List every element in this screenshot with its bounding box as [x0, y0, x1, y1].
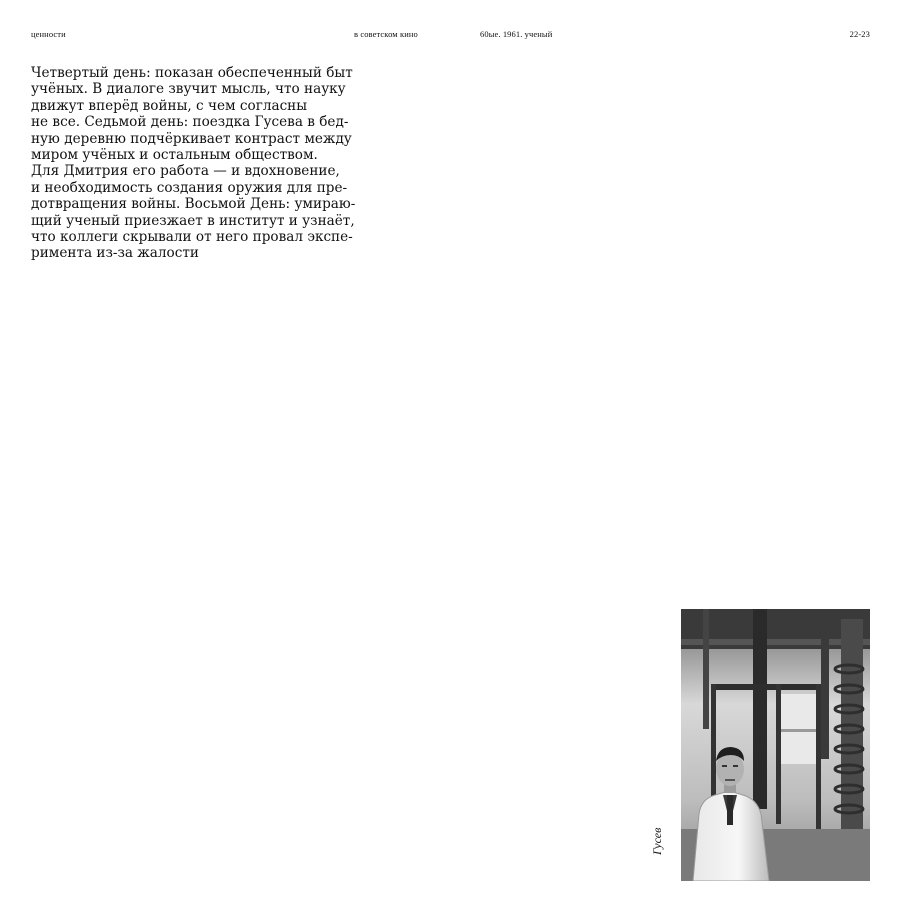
header-topic: в советском кино [354, 29, 418, 39]
body-line: дотвращения войны. Восьмой День: умираю- [31, 196, 356, 213]
body-line: и необходимость создания оружия для пре- [31, 179, 348, 196]
page-numbers: 22-23 [849, 29, 870, 39]
body-line: миром учёных и остальным обществом. [31, 147, 318, 164]
body-paragraph [31, 65, 361, 262]
body-line: движут вперёд войны, с чем согласны [31, 97, 308, 114]
header-chapter: 60ые. 1961. ученый [480, 29, 553, 39]
body-line: Для Дмитрия его работа — и вдохновение, [31, 163, 340, 180]
header-section: ценности [31, 29, 66, 39]
body-line: римента из-за жалости [31, 245, 199, 262]
body-line: ную деревню подчёркивает контраст между [31, 130, 352, 147]
photo-caption: Гусев [650, 827, 664, 855]
body-line: щий ученый приезжает в институт и узнаёт, [31, 212, 355, 229]
body-line: учёных. В диалоге звучит мысль, что науку [31, 81, 346, 98]
body-line: Четвертый день: показан обеспеченный быт [31, 65, 353, 81]
film-still-photo [681, 609, 870, 881]
body-line: что коллеги скрывали от него провал экспе- [31, 229, 353, 246]
body-line: не все. Седьмой день: поездка Гусева в бед- [31, 114, 349, 131]
